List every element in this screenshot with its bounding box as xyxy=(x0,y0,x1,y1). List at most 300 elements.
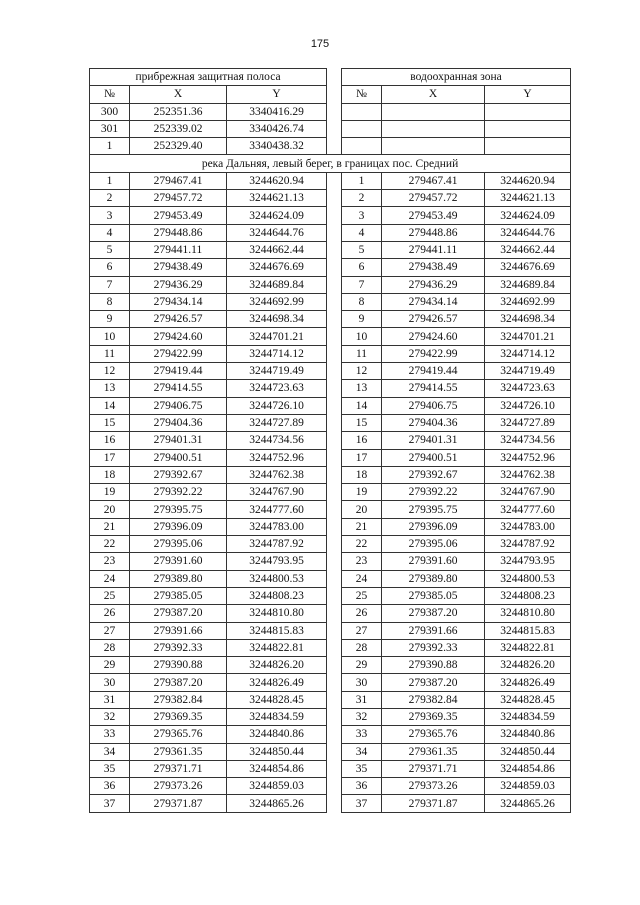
left-y-value: 3244840.86 xyxy=(227,726,327,743)
left-x-value: 252351.36 xyxy=(130,103,227,120)
right-x-value: 279371.87 xyxy=(382,795,485,812)
right-point-number: 21 xyxy=(342,518,382,535)
right-y-value: 3244800.53 xyxy=(485,570,571,587)
right-y-value: 3244767.90 xyxy=(485,484,571,501)
left-x-value: 279404.36 xyxy=(130,414,227,431)
table-row xyxy=(90,674,571,691)
left-x-value: 279371.71 xyxy=(130,760,227,777)
right-x-value: 279391.66 xyxy=(382,622,485,639)
left-x-value: 279434.14 xyxy=(130,293,227,310)
right-x-value: 279382.84 xyxy=(382,691,485,708)
left-point-number: 13 xyxy=(90,380,130,397)
table-row xyxy=(90,553,571,570)
right-y-value: 3244777.60 xyxy=(485,501,571,518)
right-y-value: 3244826.49 xyxy=(485,674,571,691)
right-point-number: 33 xyxy=(342,726,382,743)
table-row xyxy=(90,172,571,189)
column-gap xyxy=(327,605,342,622)
column-gap xyxy=(327,622,342,639)
column-gap xyxy=(327,259,342,276)
column-header-row xyxy=(90,86,571,103)
left-point-number: 34 xyxy=(90,743,130,760)
left-y-value: 3244701.21 xyxy=(227,328,327,345)
column-gap xyxy=(327,795,342,812)
left-x-value: 279392.22 xyxy=(130,484,227,501)
left-x-value: 279389.80 xyxy=(130,570,227,587)
column-gap xyxy=(327,674,342,691)
left-x-value: 279467.41 xyxy=(130,172,227,189)
table-row xyxy=(90,622,571,639)
left-x-value: 279414.55 xyxy=(130,380,227,397)
right-y-value: 3244783.00 xyxy=(485,518,571,535)
right-y-value: 3244726.10 xyxy=(485,397,571,414)
right-point-number: 4 xyxy=(342,224,382,241)
left-x-value: 279390.88 xyxy=(130,657,227,674)
right-point-number: 13 xyxy=(342,380,382,397)
left-x-value: 279422.99 xyxy=(130,345,227,362)
left-y-value: 3244676.69 xyxy=(227,259,327,276)
left-y-value: 3244762.38 xyxy=(227,466,327,483)
right-y-value: 3244808.23 xyxy=(485,587,571,604)
column-gap xyxy=(327,657,342,674)
left-y-value: 3244620.94 xyxy=(227,172,327,189)
left-y-value: 3244777.60 xyxy=(227,501,327,518)
column-gap xyxy=(327,311,342,328)
left-x-value: 252339.02 xyxy=(130,120,227,137)
left-x-value: 279441.11 xyxy=(130,241,227,258)
right-x-value: 279404.36 xyxy=(382,414,485,431)
left-point-number: 17 xyxy=(90,449,130,466)
right-x-value: 279401.31 xyxy=(382,432,485,449)
left-x-value: 279457.72 xyxy=(130,190,227,207)
right-x-header: X xyxy=(382,86,485,103)
left-x-value: 279419.44 xyxy=(130,363,227,380)
column-gap xyxy=(327,207,342,224)
right-y-value: 3244698.34 xyxy=(485,311,571,328)
left-y-value: 3244698.34 xyxy=(227,311,327,328)
table-row xyxy=(90,224,571,241)
table-row xyxy=(90,536,571,553)
table-row xyxy=(90,397,571,414)
table-row xyxy=(90,639,571,656)
left-point-number: 23 xyxy=(90,553,130,570)
left-point-number: 14 xyxy=(90,397,130,414)
right-x-value: 279390.88 xyxy=(382,657,485,674)
right-empty-cell xyxy=(382,138,485,155)
left-x-value: 279361.35 xyxy=(130,743,227,760)
left-point-number: 12 xyxy=(90,363,130,380)
left-y-value: 3244826.20 xyxy=(227,657,327,674)
left-y-value: 3244865.26 xyxy=(227,795,327,812)
table-row xyxy=(90,190,571,207)
column-gap xyxy=(327,536,342,553)
left-y-value: 3244692.99 xyxy=(227,293,327,310)
column-gap xyxy=(327,726,342,743)
right-empty-cell xyxy=(342,120,382,137)
left-point-number: 11 xyxy=(90,345,130,362)
column-gap xyxy=(327,708,342,725)
right-y-value: 3244834.59 xyxy=(485,708,571,725)
right-point-number: 14 xyxy=(342,397,382,414)
right-x-value: 279392.67 xyxy=(382,466,485,483)
right-point-number: 29 xyxy=(342,657,382,674)
right-x-value: 279438.49 xyxy=(382,259,485,276)
left-point-number: 16 xyxy=(90,432,130,449)
right-x-value: 279396.09 xyxy=(382,518,485,535)
left-point-number: 15 xyxy=(90,414,130,431)
left-num-header: № xyxy=(90,86,130,103)
right-empty-cell xyxy=(382,120,485,137)
left-y-value: 3244787.92 xyxy=(227,536,327,553)
right-point-number: 28 xyxy=(342,639,382,656)
table-row xyxy=(90,449,571,466)
right-x-value: 279448.86 xyxy=(382,224,485,241)
right-y-value: 3244850.44 xyxy=(485,743,571,760)
right-x-value: 279371.71 xyxy=(382,760,485,777)
left-point-number: 1 xyxy=(90,138,130,155)
table-row xyxy=(90,432,571,449)
right-y-value: 3244689.84 xyxy=(485,276,571,293)
table-row xyxy=(90,276,571,293)
right-point-number: 32 xyxy=(342,708,382,725)
right-y-value: 3244734.56 xyxy=(485,432,571,449)
left-x-value: 279395.75 xyxy=(130,501,227,518)
right-point-number: 36 xyxy=(342,778,382,795)
table-row xyxy=(90,778,571,795)
right-point-number: 10 xyxy=(342,328,382,345)
right-y-value: 3244692.99 xyxy=(485,293,571,310)
table-row xyxy=(90,328,571,345)
left-y-value: 3244822.81 xyxy=(227,639,327,656)
right-point-number: 2 xyxy=(342,190,382,207)
right-point-number: 7 xyxy=(342,276,382,293)
table-row xyxy=(90,120,571,137)
column-gap xyxy=(327,743,342,760)
column-gap xyxy=(327,138,342,155)
table-row xyxy=(90,605,571,622)
group-header-row xyxy=(90,69,571,86)
right-point-number: 30 xyxy=(342,674,382,691)
left-point-number: 28 xyxy=(90,639,130,656)
table-row xyxy=(90,587,571,604)
left-x-value: 279392.67 xyxy=(130,466,227,483)
column-gap xyxy=(327,414,342,431)
right-y-value: 3244865.26 xyxy=(485,795,571,812)
left-y-value: 3244767.90 xyxy=(227,484,327,501)
left-x-value: 279436.29 xyxy=(130,276,227,293)
section-row xyxy=(90,155,571,172)
right-y-value: 3244840.86 xyxy=(485,726,571,743)
right-group-header: водоохранная зона xyxy=(342,69,571,86)
right-x-value: 279365.76 xyxy=(382,726,485,743)
left-y-header: Y xyxy=(227,86,327,103)
column-gap xyxy=(327,241,342,258)
column-gap xyxy=(327,484,342,501)
left-x-value: 279392.33 xyxy=(130,639,227,656)
column-gap xyxy=(327,103,342,120)
left-x-value: 279387.20 xyxy=(130,605,227,622)
coordinates-table xyxy=(89,68,571,813)
left-point-number: 3 xyxy=(90,207,130,224)
left-group-header: прибрежная защитная полоса xyxy=(90,69,327,86)
right-x-value: 279424.60 xyxy=(382,328,485,345)
column-gap xyxy=(327,172,342,189)
section-title: река Дальняя, левый берег, в границах пос. Средний xyxy=(90,155,571,172)
column-gap xyxy=(327,449,342,466)
left-x-value: 279373.26 xyxy=(130,778,227,795)
left-point-number: 37 xyxy=(90,795,130,812)
right-y-value: 3244676.69 xyxy=(485,259,571,276)
right-point-number: 17 xyxy=(342,449,382,466)
right-y-value: 3244828.45 xyxy=(485,691,571,708)
right-x-value: 279387.20 xyxy=(382,605,485,622)
column-gap xyxy=(327,518,342,535)
right-point-number: 35 xyxy=(342,760,382,777)
column-gap xyxy=(327,224,342,241)
right-y-header: Y xyxy=(485,86,571,103)
table-row xyxy=(90,363,571,380)
left-y-value: 3244723.63 xyxy=(227,380,327,397)
column-gap xyxy=(327,363,342,380)
right-x-value: 279369.35 xyxy=(382,708,485,725)
right-x-value: 279400.51 xyxy=(382,449,485,466)
right-point-number: 25 xyxy=(342,587,382,604)
column-gap xyxy=(327,397,342,414)
right-point-number: 15 xyxy=(342,414,382,431)
right-point-number: 1 xyxy=(342,172,382,189)
left-x-value: 279396.09 xyxy=(130,518,227,535)
left-y-value: 3244826.49 xyxy=(227,674,327,691)
right-x-value: 279419.44 xyxy=(382,363,485,380)
left-y-value: 3244783.00 xyxy=(227,518,327,535)
right-point-number: 24 xyxy=(342,570,382,587)
left-y-value: 3244624.09 xyxy=(227,207,327,224)
left-point-number: 30 xyxy=(90,674,130,691)
table-row xyxy=(90,293,571,310)
column-gap xyxy=(327,120,342,137)
left-point-number: 36 xyxy=(90,778,130,795)
right-point-number: 27 xyxy=(342,622,382,639)
table-row xyxy=(90,241,571,258)
left-y-value: 3244644.76 xyxy=(227,224,327,241)
left-point-number: 19 xyxy=(90,484,130,501)
left-point-number: 300 xyxy=(90,103,130,120)
left-x-value: 279448.86 xyxy=(130,224,227,241)
right-x-value: 279392.22 xyxy=(382,484,485,501)
left-point-number: 6 xyxy=(90,259,130,276)
left-y-value: 3244662.44 xyxy=(227,241,327,258)
right-x-value: 279391.60 xyxy=(382,553,485,570)
right-y-value: 3244624.09 xyxy=(485,207,571,224)
right-y-value: 3244621.13 xyxy=(485,190,571,207)
right-x-value: 279387.20 xyxy=(382,674,485,691)
left-point-number: 32 xyxy=(90,708,130,725)
left-y-value: 3244734.56 xyxy=(227,432,327,449)
left-y-value: 3244752.96 xyxy=(227,449,327,466)
left-point-number: 9 xyxy=(90,311,130,328)
left-y-value: 3340416.29 xyxy=(227,103,327,120)
left-x-value: 279424.60 xyxy=(130,328,227,345)
left-point-number: 4 xyxy=(90,224,130,241)
right-point-number: 6 xyxy=(342,259,382,276)
right-empty-cell xyxy=(485,120,571,137)
table-row xyxy=(90,259,571,276)
left-y-value: 3244727.89 xyxy=(227,414,327,431)
left-y-value: 3244726.10 xyxy=(227,397,327,414)
table-row xyxy=(90,414,571,431)
left-y-value: 3244854.86 xyxy=(227,760,327,777)
left-point-number: 35 xyxy=(90,760,130,777)
right-empty-cell xyxy=(342,138,382,155)
right-empty-cell xyxy=(342,103,382,120)
right-x-value: 279414.55 xyxy=(382,380,485,397)
column-gap xyxy=(327,778,342,795)
right-y-value: 3244644.76 xyxy=(485,224,571,241)
left-x-value: 279406.75 xyxy=(130,397,227,414)
left-y-value: 3244793.95 xyxy=(227,553,327,570)
column-gap xyxy=(327,328,342,345)
column-gap xyxy=(327,190,342,207)
right-point-number: 12 xyxy=(342,363,382,380)
right-point-number: 9 xyxy=(342,311,382,328)
table-row xyxy=(90,691,571,708)
left-point-number: 24 xyxy=(90,570,130,587)
left-point-number: 26 xyxy=(90,605,130,622)
left-point-number: 7 xyxy=(90,276,130,293)
column-gap xyxy=(327,570,342,587)
right-point-number: 11 xyxy=(342,345,382,362)
left-point-number: 29 xyxy=(90,657,130,674)
right-y-value: 3244701.21 xyxy=(485,328,571,345)
table-row xyxy=(90,138,571,155)
left-point-number: 10 xyxy=(90,328,130,345)
page-number: 175 xyxy=(310,38,330,50)
right-y-value: 3244810.80 xyxy=(485,605,571,622)
column-gap xyxy=(327,432,342,449)
left-x-value: 279453.49 xyxy=(130,207,227,224)
column-gap xyxy=(327,587,342,604)
table-row xyxy=(90,518,571,535)
table-row xyxy=(90,570,571,587)
column-gap xyxy=(327,466,342,483)
table-row xyxy=(90,345,571,362)
left-point-number: 22 xyxy=(90,536,130,553)
right-y-value: 3244723.63 xyxy=(485,380,571,397)
right-y-value: 3244714.12 xyxy=(485,345,571,362)
left-point-number: 25 xyxy=(90,587,130,604)
right-x-value: 279434.14 xyxy=(382,293,485,310)
right-point-number: 8 xyxy=(342,293,382,310)
right-x-value: 279392.33 xyxy=(382,639,485,656)
left-y-value: 3244800.53 xyxy=(227,570,327,587)
right-point-number: 26 xyxy=(342,605,382,622)
table-row xyxy=(90,103,571,120)
right-y-value: 3244662.44 xyxy=(485,241,571,258)
left-x-value: 279400.51 xyxy=(130,449,227,466)
left-x-value: 279395.06 xyxy=(130,536,227,553)
right-x-value: 279426.57 xyxy=(382,311,485,328)
left-y-value: 3244828.45 xyxy=(227,691,327,708)
right-y-value: 3244793.95 xyxy=(485,553,571,570)
left-x-value: 279385.05 xyxy=(130,587,227,604)
right-x-value: 279467.41 xyxy=(382,172,485,189)
right-empty-cell xyxy=(485,138,571,155)
left-y-value: 3244859.03 xyxy=(227,778,327,795)
right-empty-cell xyxy=(485,103,571,120)
right-point-number: 18 xyxy=(342,466,382,483)
left-x-value: 252329.40 xyxy=(130,138,227,155)
right-point-number: 20 xyxy=(342,501,382,518)
left-y-value: 3244850.44 xyxy=(227,743,327,760)
table-row xyxy=(90,657,571,674)
left-y-value: 3340426.74 xyxy=(227,120,327,137)
column-gap xyxy=(327,276,342,293)
left-y-value: 3244714.12 xyxy=(227,345,327,362)
right-y-value: 3244787.92 xyxy=(485,536,571,553)
column-gap xyxy=(327,69,342,86)
right-x-value: 279395.06 xyxy=(382,536,485,553)
left-x-value: 279369.35 xyxy=(130,708,227,725)
right-x-value: 279395.75 xyxy=(382,501,485,518)
left-x-value: 279391.60 xyxy=(130,553,227,570)
right-y-value: 3244822.81 xyxy=(485,639,571,656)
left-point-number: 2 xyxy=(90,190,130,207)
right-y-value: 3244826.20 xyxy=(485,657,571,674)
left-point-number: 301 xyxy=(90,120,130,137)
left-x-value: 279438.49 xyxy=(130,259,227,276)
left-y-value: 3244719.49 xyxy=(227,363,327,380)
column-gap xyxy=(327,293,342,310)
left-point-number: 8 xyxy=(90,293,130,310)
right-x-value: 279453.49 xyxy=(382,207,485,224)
table-row xyxy=(90,484,571,501)
right-x-value: 279361.35 xyxy=(382,743,485,760)
right-point-number: 34 xyxy=(342,743,382,760)
left-x-value: 279426.57 xyxy=(130,311,227,328)
left-x-value: 279387.20 xyxy=(130,674,227,691)
right-y-value: 3244762.38 xyxy=(485,466,571,483)
table-row xyxy=(90,795,571,812)
column-gap xyxy=(327,553,342,570)
left-y-value: 3244689.84 xyxy=(227,276,327,293)
right-point-number: 5 xyxy=(342,241,382,258)
table-row xyxy=(90,501,571,518)
left-y-value: 3340438.32 xyxy=(227,138,327,155)
left-x-value: 279382.84 xyxy=(130,691,227,708)
right-x-value: 279436.29 xyxy=(382,276,485,293)
table-row xyxy=(90,760,571,777)
left-y-value: 3244808.23 xyxy=(227,587,327,604)
left-point-number: 31 xyxy=(90,691,130,708)
left-point-number: 18 xyxy=(90,466,130,483)
column-gap xyxy=(327,345,342,362)
right-point-number: 31 xyxy=(342,691,382,708)
left-y-value: 3244834.59 xyxy=(227,708,327,725)
table-row xyxy=(90,466,571,483)
column-gap xyxy=(327,501,342,518)
right-point-number: 3 xyxy=(342,207,382,224)
table-row xyxy=(90,207,571,224)
left-point-number: 33 xyxy=(90,726,130,743)
right-point-number: 37 xyxy=(342,795,382,812)
table-row xyxy=(90,311,571,328)
right-x-value: 279385.05 xyxy=(382,587,485,604)
right-y-value: 3244859.03 xyxy=(485,778,571,795)
right-point-number: 23 xyxy=(342,553,382,570)
left-y-value: 3244621.13 xyxy=(227,190,327,207)
right-x-value: 279422.99 xyxy=(382,345,485,362)
left-point-number: 27 xyxy=(90,622,130,639)
